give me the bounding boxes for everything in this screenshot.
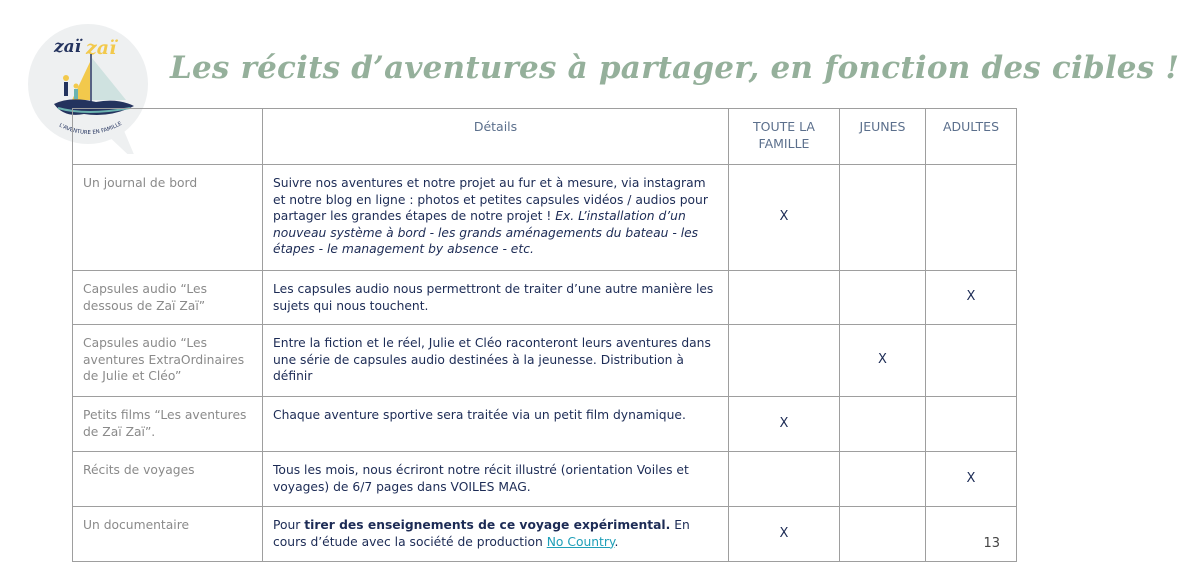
mark-famille	[729, 452, 840, 507]
table-row	[73, 165, 1017, 271]
header-famille: TOUTE LA FAMILLE	[729, 109, 840, 165]
table-header-row	[73, 109, 1017, 165]
table-row	[73, 507, 1017, 562]
row-details: Les capsules audio nous permettront de traiter d’une autre manière les sujets qui nous touchent.	[263, 271, 729, 325]
targets-table	[72, 108, 1017, 562]
header-jeunes: JEUNES	[840, 109, 926, 165]
header-adultes: ADULTES	[926, 109, 1017, 165]
no-country-link[interactable]: No Country	[546, 534, 615, 549]
row-details	[263, 507, 729, 562]
mark-adultes: X	[926, 452, 1017, 507]
mark-famille	[729, 325, 840, 397]
mark-jeunes	[840, 165, 926, 271]
mark-adultes	[926, 397, 1017, 452]
mark-jeunes: X	[840, 325, 926, 397]
table-row	[73, 271, 1017, 325]
details-text: Suivre nos aventures et notre projet au fur et à mesure, via instagram et notre blog en ligne : photos et petites capsules vidéos / audios pour partager les grandes étapes de notre projet !	[273, 176, 708, 224]
page-number: 13	[983, 536, 1000, 551]
table-row	[73, 397, 1017, 452]
row-details: Chaque aventure sportive sera traitée via un petit film dynamique.	[263, 397, 729, 452]
mark-famille	[729, 271, 840, 325]
mark-famille: X	[729, 507, 840, 562]
logo-wordmark-1: zaï	[54, 37, 82, 57]
mark-adultes	[926, 165, 1017, 271]
details-emphasis: tirer des enseignements de ce voyage expérimental.	[304, 518, 671, 533]
page-title: Les récits d’aventures à partager, en fonction des cibles !	[170, 50, 1179, 86]
logo-wordmark-2: zaï	[86, 37, 117, 59]
mark-jeunes	[840, 507, 926, 562]
details-text-3: .	[614, 534, 619, 549]
mark-jeunes	[840, 452, 926, 507]
mark-adultes	[926, 325, 1017, 397]
row-name: Capsules audio “Les aventures ExtraOrdinaires de Julie et Cléo”	[73, 325, 263, 397]
mark-adultes: X	[926, 271, 1017, 325]
table-row	[73, 452, 1017, 507]
header-details: Détails	[263, 109, 729, 165]
row-name: Un documentaire	[73, 507, 263, 562]
row-name: Capsules audio “Les dessous de Zaï Zaï”	[73, 271, 263, 325]
mark-famille: X	[729, 165, 840, 271]
row-name: Un journal de bord	[73, 165, 263, 271]
details-example: Ex. L’installation d’un nouveau système à bord - les grands aménagements du bateau - les étapes - le management by absence - etc.	[273, 209, 699, 257]
details-text: Pour	[273, 518, 305, 533]
mark-adultes	[926, 507, 1017, 562]
logo-tagline: L'AVENTURE EN FAMILLE	[57, 120, 123, 137]
row-details	[263, 165, 729, 271]
table-row	[73, 325, 1017, 397]
mark-jeunes	[840, 271, 926, 325]
mark-famille: X	[729, 397, 840, 452]
row-name: Petits films “Les aventures de Zaï Zaï”.	[73, 397, 263, 452]
header-empty	[73, 109, 263, 165]
mark-jeunes	[840, 397, 926, 452]
row-name: Récits de voyages	[73, 452, 263, 507]
row-details: Tous les mois, nous écriront notre récit illustré (orientation Voiles et voyages) de 6/7 pages dans VOILES MAG.	[263, 452, 729, 507]
details-text-2: En cours d’étude avec la société de production	[273, 518, 690, 549]
row-details: Entre la fiction et le réel, Julie et Cléo raconteront leurs aventures dans une série de capsules audio destinées à la jeunesse. Distribution à définir	[263, 325, 729, 397]
